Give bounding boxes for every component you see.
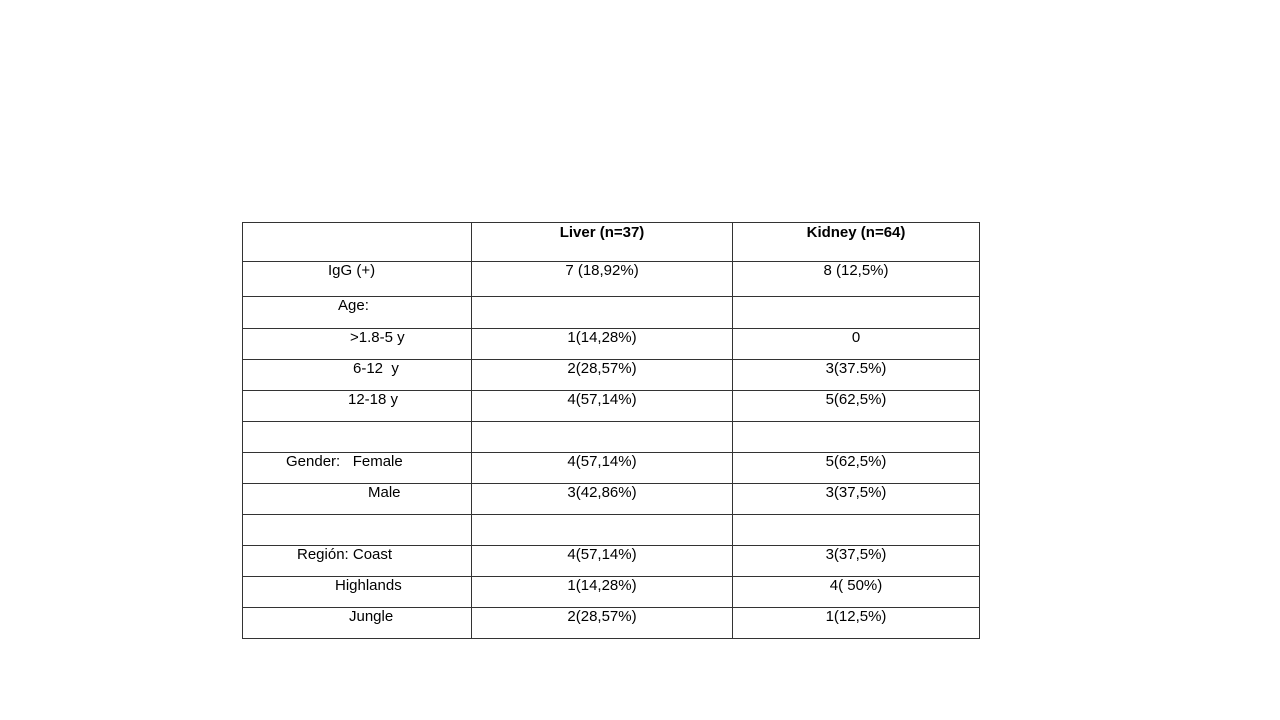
kidney-value: 1(12,5%)	[825, 608, 887, 625]
row-label: Age:	[338, 297, 369, 314]
table-row	[243, 391, 980, 422]
liver-value: 1(14,28%)	[567, 329, 637, 346]
liver-value: 4(57,14%)	[567, 391, 637, 408]
table-row	[243, 297, 980, 329]
liver-value: 4(57,14%)	[567, 546, 637, 563]
kidney-value: 5(62,5%)	[825, 453, 887, 470]
table-header-row	[243, 223, 980, 262]
table-row	[243, 484, 980, 515]
kidney-value: 3(37,5%)	[825, 484, 887, 501]
kidney-value: 3(37,5%)	[825, 546, 887, 563]
row-label: 12-18 y	[348, 391, 399, 408]
table-row	[243, 262, 980, 297]
kidney-value: 5(62,5%)	[825, 391, 887, 408]
row-label: Jungle	[349, 608, 394, 625]
liver-value: 3(42,86%)	[567, 484, 637, 501]
table-row	[243, 608, 980, 639]
table-row	[243, 329, 980, 360]
row-label: Gender: Female	[286, 453, 403, 470]
table-row	[243, 577, 980, 608]
row-label: IgG (+)	[328, 262, 376, 279]
table-row	[243, 546, 980, 577]
row-label: >1.8-5 y	[350, 329, 405, 346]
liver-value: 4(57,14%)	[567, 453, 637, 470]
header-empty	[243, 223, 472, 262]
row-label: Highlands	[335, 577, 402, 594]
kidney-value: 8 (12,5%)	[823, 262, 889, 279]
table-row	[243, 453, 980, 484]
kidney-value: 0	[851, 329, 861, 346]
header-kidney: Kidney (n=64)	[733, 223, 980, 262]
header-liver: Liver (n=37)	[472, 223, 733, 262]
kidney-value: 3(37.5%)	[825, 360, 887, 377]
liver-value: 7 (18,92%)	[565, 262, 639, 279]
liver-value: 2(28,57%)	[567, 608, 637, 625]
row-label: 6-12 y	[353, 360, 399, 377]
results-table	[242, 222, 980, 639]
row-label: Male	[368, 484, 401, 501]
liver-value: 2(28,57%)	[567, 360, 637, 377]
kidney-value: 4( 50%)	[829, 577, 883, 594]
row-label: Región: Coast	[297, 546, 393, 563]
table-row-empty	[243, 422, 980, 453]
table-row-empty	[243, 515, 980, 546]
table-row	[243, 360, 980, 391]
liver-value: 1(14,28%)	[567, 577, 637, 594]
